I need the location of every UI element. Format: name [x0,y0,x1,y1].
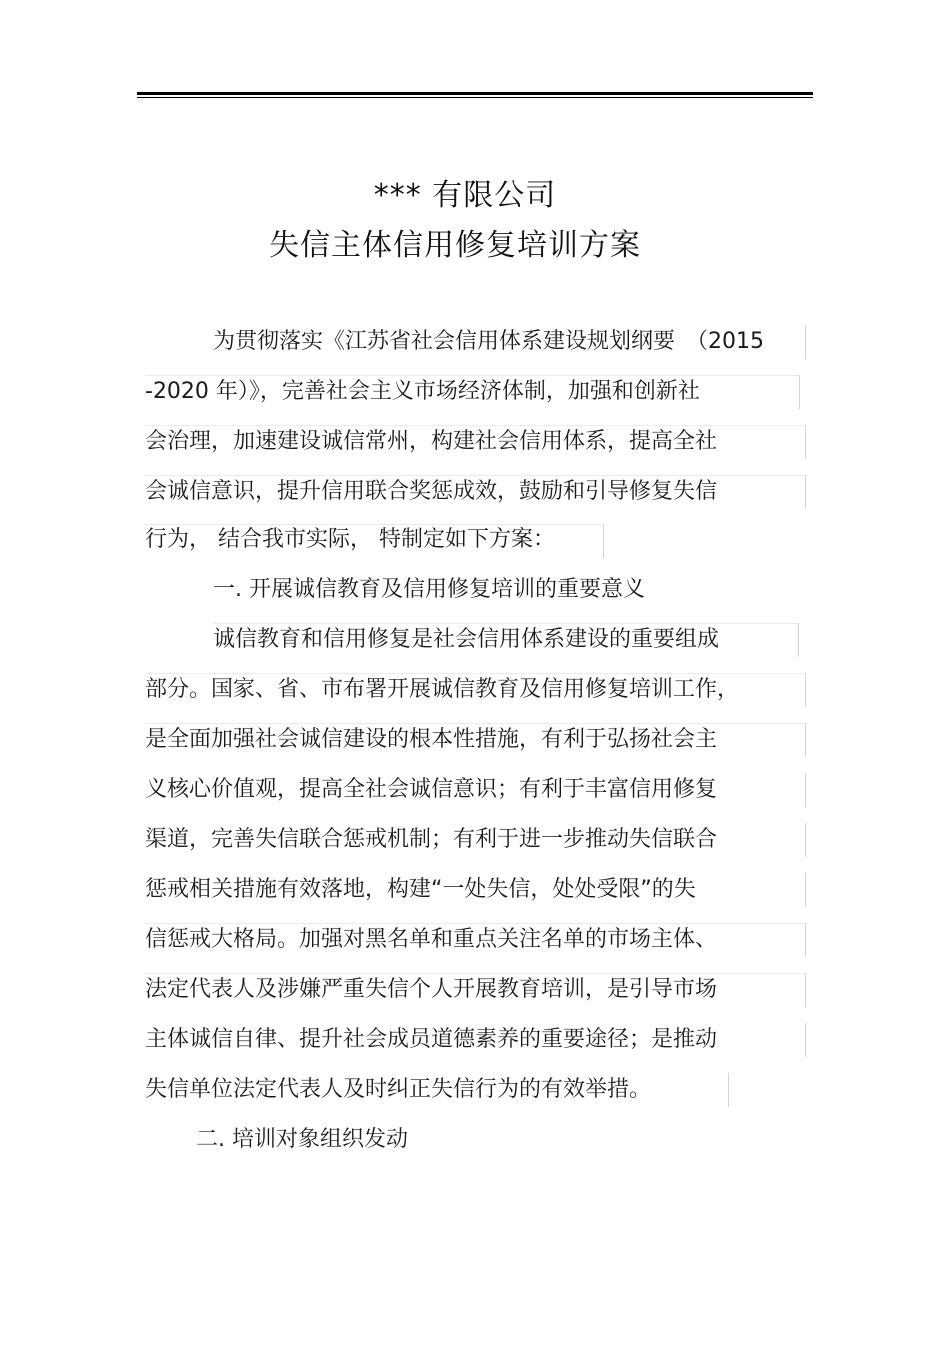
intro-line-2: -2020 年）》，完善社会主义市场经济体制，加强和创新社 [145,379,700,404]
scan-edge-bar [805,873,806,907]
section1-line-9: 主体诚信自律、提升社会成员道德素养的重要途径；是推动 [145,1027,718,1052]
document-title-subject: 失信主体信用修复培训方案 [269,228,641,263]
scan-edge-bar [805,1023,806,1057]
scan-edge-bar [799,375,800,409]
scan-edge-bar [805,973,806,1007]
section1-line-1: 诚信教育和信用修复是社会信用体系建设的重要组成 [213,627,720,652]
section1-line-3: 是全面加强社会诚信建设的根本性措施，有利于弘扬社会主 [145,727,718,752]
scan-edge-bar [805,425,806,459]
scan-edge-bar [805,475,806,509]
scan-edge-bar [805,823,806,857]
section1-line-8: 法定代表人及涉嫌严重失信个人开展教育培训，是引导市场 [145,977,718,1002]
section-heading-1: 一. 开展诚信教育及信用修复培训的重要意义 [213,577,645,602]
scan-hairline [213,623,798,624]
document-title-company: *** 有限公司 [373,178,557,213]
section1-line-5: 渠道，完善失信联合惩戒机制；有利于进一步推动失信联合 [145,827,718,852]
intro-line-3: 会治理，加速建设诚信常州，构建社会信用体系，提高全社 [145,429,718,454]
scan-hairline [145,973,805,974]
scan-hairline [145,425,805,426]
scan-hairline [145,475,805,476]
scan-edge-bar [728,1073,729,1107]
intro-line-1: 为贯彻落实《江苏省社会信用体系建设规划纲要 （2015 [213,329,764,354]
scan-hairline [145,375,800,376]
section1-line-7: 信惩戒大格局。加强对黑名单和重点关注名单的市场主体、 [145,927,718,952]
scan-edge-bar [805,325,806,359]
scan-edge-bar [805,773,806,807]
section-heading-2: 二. 培训对象组织发动 [196,1127,408,1152]
intro-line-4: 会诚信意识，提升信用联合奖惩成效，鼓励和引导修复失信 [145,479,718,504]
scan-edge-bar [805,923,806,957]
header-rule-thin [137,97,813,98]
scan-hairline [145,673,805,674]
scan-hairline [145,524,603,525]
scan-edge-bar [798,623,799,657]
scan-hairline [145,723,805,724]
section1-line-10: 失信单位法定代表人及时纠正失信行为的有效举措。 [145,1077,652,1102]
section1-line-6: 惩戒相关措施有效落地，构建“一处失信，处处受限”的失 [145,877,696,902]
scan-edge-bar [805,723,806,757]
scan-hairline [145,923,805,924]
section1-line-2: 部分。国家、省、市布署开展诚信教育及信用修复培训工作， [145,677,740,702]
intro-line-5: 行为， 结合我市实际， 特制定如下方案： [145,527,555,552]
scan-edge-bar [603,524,604,558]
section1-line-4: 义核心价值观，提高全社会诚信意识；有利于丰富信用修复 [145,777,718,802]
scan-edge-bar [805,673,806,707]
header-rule-thick [137,92,813,95]
